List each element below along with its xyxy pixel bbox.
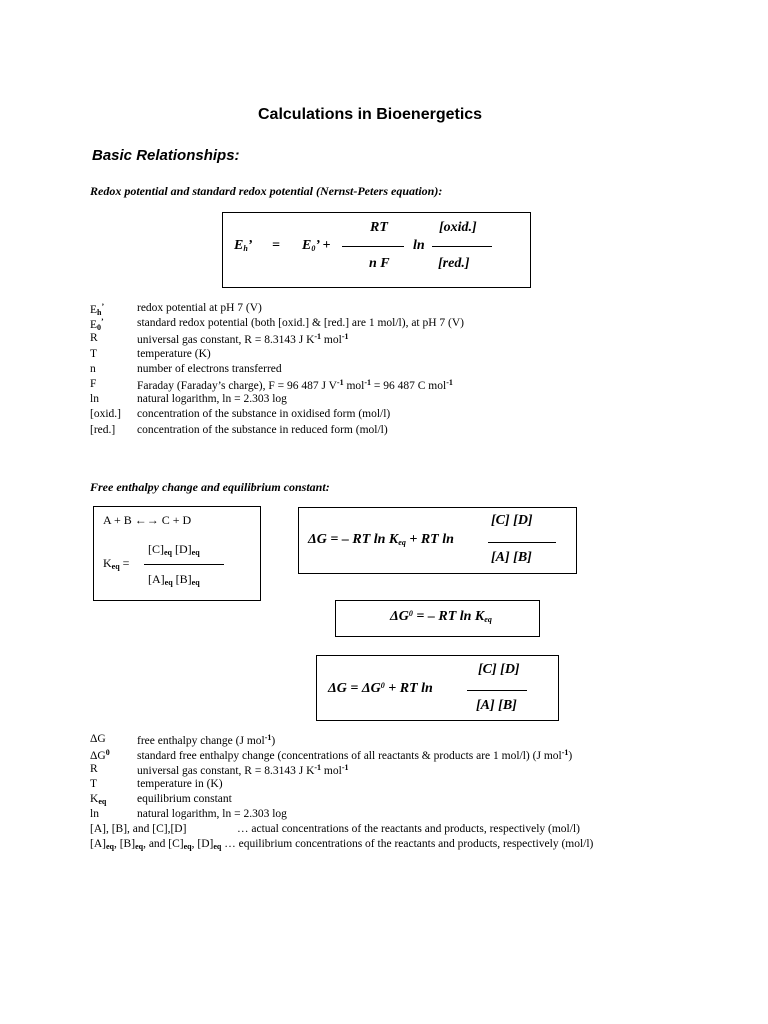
eq3-fraction-line bbox=[467, 690, 527, 691]
definition-symbol: [oxid.] bbox=[90, 408, 121, 421]
definition-text: Faraday (Faraday’s charge), F = 96 487 J $V^{-1}$ mol$^{-1}$ = 96 487 C mol$^{-1}$ bbox=[137, 378, 453, 392]
definition-row bbox=[0, 733, 768, 747]
keq-fraction-line bbox=[144, 564, 224, 565]
definition-row bbox=[0, 748, 768, 762]
definition-symbol: $E_h^’$ bbox=[90, 302, 105, 317]
equilibrium-concentrations-line bbox=[0, 838, 768, 852]
definition-text: universal gas constant, R = 8.3143 J $K^{-1}$ mol$^{-1}$ bbox=[137, 332, 349, 347]
reaction-text: A + B ←→ C + D bbox=[103, 513, 192, 527]
eq3-denominator: [A] [B] bbox=[476, 698, 517, 713]
definition-text: temperature (K) bbox=[137, 347, 211, 360]
eq1-numerator: [C] [D] bbox=[491, 513, 533, 528]
nernst-rt: RT bbox=[370, 220, 388, 235]
definition-symbol: ln bbox=[90, 393, 99, 406]
definition-symbol: $K_{eq}$ bbox=[90, 793, 107, 806]
definition-text: standard redox potential (both [oxid.] & [red.] are 1 mol/l), at pH 7 (V) bbox=[137, 317, 465, 330]
nernst-e0: $E_0$’ + bbox=[302, 238, 331, 253]
enthalpy-subheading: Free enthalpy change and equilibrium constant: bbox=[90, 480, 330, 494]
nernst-oxid: [oxid.] bbox=[439, 220, 477, 235]
definition-symbol: [red.] bbox=[90, 423, 116, 436]
definition-row bbox=[0, 348, 768, 362]
nernst-red: [red.] bbox=[438, 256, 470, 271]
eq3-lhs: $\Delta G = \Delta G^0$ + RT ln bbox=[328, 681, 433, 696]
definition-row bbox=[0, 808, 768, 822]
nernst-nf: n F bbox=[369, 256, 390, 271]
keq-denominator: $[A]_{eq}$ $[B]_{eq}$ bbox=[148, 572, 200, 587]
definition-text: concentration of the substance in oxidised form (mol/l) bbox=[137, 408, 391, 421]
definition-row bbox=[0, 763, 768, 777]
definition-row bbox=[0, 332, 768, 346]
definition-row bbox=[0, 317, 768, 331]
definition-text: redox potential at pH 7 (V) bbox=[137, 302, 262, 314]
actual-concentrations-line bbox=[0, 823, 768, 837]
eq1-lhs: ΔG = – RT $\ln K_{eq}$ + RT ln bbox=[308, 532, 454, 547]
actual-symbol: [A], [B], and [C],[D] bbox=[90, 823, 187, 835]
definition-symbol: ln bbox=[90, 808, 99, 820]
redox-subheading: Redox potential and standard redox potential (Nernst-Peters equation): bbox=[90, 184, 443, 198]
definition-row bbox=[0, 408, 768, 422]
definition-row bbox=[0, 302, 768, 316]
definition-row bbox=[0, 778, 768, 792]
actual-text: … actual concentrations of the reactants and products, respectively (mol/l) bbox=[237, 823, 580, 835]
definition-symbol: $\Delta G^0$ bbox=[90, 748, 110, 762]
eq3-numerator: [C] [D] bbox=[478, 662, 520, 677]
definition-text: number of electrons transferred bbox=[137, 362, 282, 375]
definition-text: temperature in (K) bbox=[137, 778, 223, 790]
definition-symbol: ΔG bbox=[90, 733, 106, 745]
definition-symbol: $E_0^’$ bbox=[90, 317, 104, 333]
keq-label: $K_{eq}$ = bbox=[103, 556, 130, 571]
definition-text: equilibrium constant bbox=[137, 793, 232, 805]
definition-row bbox=[0, 363, 768, 377]
definition-text: free enthalpy change (J mol$^{-1}$) bbox=[137, 733, 276, 747]
definition-symbol: R bbox=[90, 763, 98, 775]
definition-text: natural logarithm, ln = 2.303 log bbox=[137, 808, 287, 820]
definition-text: concentration of the substance in reduced form (mol/l) bbox=[137, 423, 388, 436]
nernst-fraction-line-1 bbox=[342, 246, 404, 247]
definition-row bbox=[0, 793, 768, 807]
equilibrium-line-text: $[A]_{eq}$, $[B]_{eq}$, and $[C]_{eq}$, $[D]_{eq}$ … equilibrium concentrations of the reactants and products, respectively (mol/l) bbox=[90, 838, 594, 851]
definition-text: universal gas constant, R = 8.3143 J $K^{-1}$ mol$^{-1}$ bbox=[137, 763, 349, 777]
nernst-lhs: $E_h$’ bbox=[234, 238, 253, 253]
definition-row bbox=[0, 393, 768, 407]
definition-symbol: F bbox=[90, 378, 97, 390]
definition-symbol: R bbox=[90, 332, 98, 345]
definition-symbol: T bbox=[90, 778, 98, 790]
definition-symbol: n bbox=[90, 362, 96, 375]
definition-text: standard free enthalpy change (concentrations of all reactants & products are 1 mol/l) (J mol$^{-1}$) bbox=[137, 748, 573, 762]
definition-row bbox=[0, 378, 768, 392]
page-title: Calculations in Bioenergetics bbox=[258, 106, 483, 123]
section-heading: Basic Relationships: bbox=[92, 147, 240, 164]
definition-text: natural logarithm, ln = 2.303 log bbox=[137, 393, 287, 406]
keq-numerator: $[C]_{eq}$ $[D]_{eq}$ bbox=[148, 542, 200, 557]
nernst-ln: ln bbox=[413, 238, 425, 253]
eq1-fraction-line bbox=[488, 542, 556, 543]
nernst-equals: = bbox=[272, 238, 280, 253]
nernst-fraction-line-2 bbox=[432, 246, 492, 247]
definition-symbol: T bbox=[90, 347, 98, 360]
eq2-text: $\Delta G^0$ = – RT $\ln K_{eq}$ bbox=[390, 609, 492, 624]
definition-row bbox=[0, 424, 768, 438]
eq1-denominator: [A] [B] bbox=[491, 550, 532, 565]
